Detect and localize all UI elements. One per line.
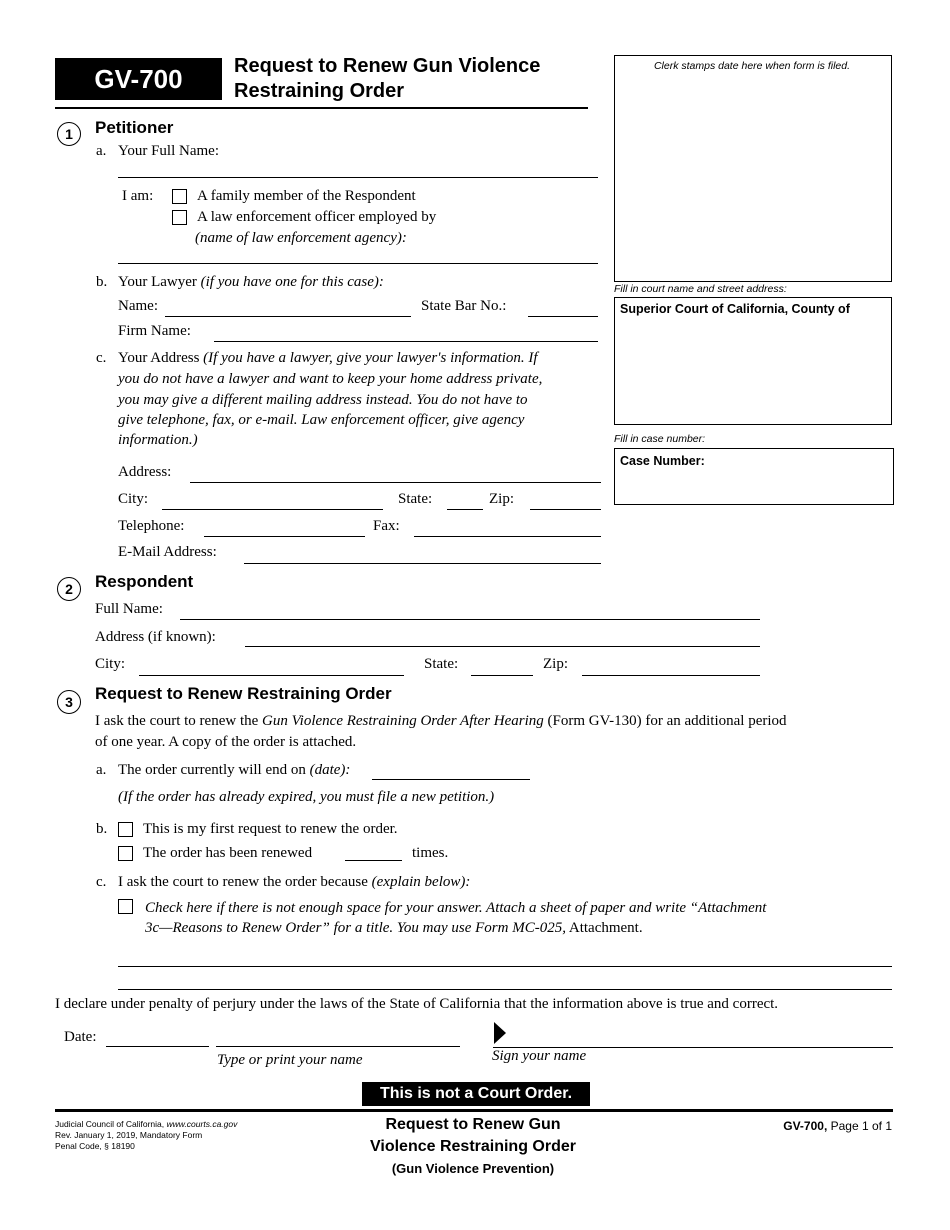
reason-hint: (explain below): [371, 874, 471, 890]
expired-note: (If the order has already expired, you must file a new petition.) [118, 789, 495, 805]
sign-here-arrow-icon [494, 1022, 506, 1044]
state-field[interactable] [447, 509, 483, 510]
law-enforcement-label: A law enforcement officer employed by [197, 209, 437, 225]
respondent-address-field[interactable] [245, 646, 760, 647]
end-date-field[interactable] [372, 779, 530, 780]
address-hint-line: you do not have a lawyer and want to keep your home address private, [118, 371, 543, 387]
reason-label [118, 873, 470, 891]
address-instructions [118, 349, 538, 367]
clerk-stamp-box [614, 55, 892, 282]
case-hint: Fill in case number: [614, 433, 706, 445]
not-court-order-notice: This is not a Court Order. [362, 1082, 590, 1106]
agency-label: (name of law enforcement agency): [195, 230, 407, 246]
times-label: times. [412, 845, 449, 861]
end-date-hint: (date): [309, 762, 351, 778]
intro-form-name: Gun Violence Restraining Order After Hearing [262, 713, 544, 729]
respondent-name-field[interactable] [180, 619, 760, 620]
footer-page [740, 1117, 892, 1135]
item-b-label: b. [96, 821, 108, 837]
court-name-label: Superior Court of California, County of [620, 302, 850, 316]
email-field[interactable] [244, 563, 601, 564]
reason-field-line-1[interactable] [118, 966, 892, 967]
renewed-label: The order has been renewed [143, 845, 313, 861]
date-label: Date: [64, 1029, 97, 1045]
lawyer-label [118, 273, 384, 291]
end-date-text: The order currently will end on [118, 762, 306, 778]
footer-subtitle: (Gun Violence Prevention) [391, 1161, 555, 1176]
footer-form-number: GV-700, [783, 1119, 828, 1133]
city-field[interactable] [162, 509, 383, 510]
title-line-2: Restraining Order [234, 80, 405, 102]
attachment-checkbox[interactable] [118, 899, 133, 914]
firm-name-label: Firm Name: [118, 323, 191, 339]
section-3-number: 3 [57, 690, 81, 714]
form-number-badge: GV-700 [55, 58, 222, 100]
item-a-label: a. [96, 762, 107, 778]
footer-text: Rev. January 1, 2019, Mandatory Form [55, 1130, 203, 1140]
footer-text: Penal Code, § 18190 [55, 1141, 135, 1151]
respondent-city-field[interactable] [139, 675, 404, 676]
respondent-address-label: Address (if known): [95, 629, 216, 645]
address-hint-line: you may give a different mailing address instead. You do not have to [118, 392, 528, 408]
address-hint-line: give telephone, fax, or e-mail. Law enforcement officer, give agency [118, 412, 525, 428]
lawyer-name-field[interactable] [165, 316, 411, 317]
firm-name-field[interactable] [214, 341, 598, 342]
lawyer-title: Your Lawyer [118, 274, 197, 290]
section-1-title: Petitioner [95, 118, 174, 137]
case-number-label: Case Number: [620, 454, 705, 468]
zip-field[interactable] [530, 509, 601, 510]
address-title: Your Address [118, 350, 200, 366]
respondent-state-label: State: [424, 656, 459, 672]
telephone-field[interactable] [204, 536, 365, 537]
sign-name-label: Sign your name [492, 1048, 587, 1064]
petitioner-name-field[interactable] [118, 177, 598, 178]
intro-text: (Form GV-130) for an additional period [543, 713, 787, 729]
footer-title-line: Violence Restraining Order [370, 1138, 576, 1155]
fax-label: Fax: [373, 518, 400, 534]
reason-field-line-2[interactable] [118, 989, 892, 990]
item-a-label: a. [96, 143, 107, 159]
respondent-zip-field[interactable] [582, 675, 760, 676]
state-label: State: [398, 491, 433, 507]
title-line-1: Request to Renew Gun Violence [234, 55, 541, 77]
family-member-checkbox[interactable] [172, 189, 187, 204]
section-2-title: Respondent [95, 572, 194, 591]
print-name-label: Type or print your name [217, 1052, 363, 1068]
intro-text-2: of one year. A copy of the order is attached. [95, 734, 357, 750]
lawyer-name-label: Name: [118, 298, 158, 314]
respondent-name-label: Full Name: [95, 601, 163, 617]
footer-left [55, 1119, 237, 1152]
form-title [234, 54, 540, 104]
i-am-label: I am: [122, 188, 154, 204]
footer-title [330, 1114, 616, 1180]
section-1-number: 1 [57, 122, 81, 146]
attachment-text: 3c—Reasons to Renew Order” for a title. You may use Form MC-025, [145, 920, 566, 936]
family-member-label: A family member of the Respondent [197, 188, 416, 204]
first-request-checkbox[interactable] [118, 822, 133, 837]
attachment-text: Attachment. [565, 920, 643, 936]
declaration-text: I declare under penalty of perjury under the laws of the State of California that the information above is true and correct. [55, 996, 779, 1012]
print-name-field[interactable] [216, 1046, 460, 1047]
section-3-title: Request to Renew Restraining Order [95, 684, 392, 703]
footer-title-line: Request to Renew Gun [385, 1116, 561, 1133]
email-label: E-Mail Address: [118, 544, 217, 560]
city-label: City: [118, 491, 149, 507]
item-c-label: c. [96, 350, 107, 366]
lawyer-hint: (if you have one for this case): [200, 274, 384, 290]
law-enforcement-checkbox[interactable] [172, 210, 187, 225]
telephone-label: Telephone: [118, 518, 185, 534]
attachment-text-2 [145, 919, 643, 937]
respondent-zip-label: Zip: [543, 656, 568, 672]
renewed-times-field[interactable] [345, 860, 402, 861]
courts-link[interactable]: www.courts.ca.gov [166, 1119, 238, 1129]
page-number: Page 1 of 1 [827, 1119, 892, 1133]
address-hint-line: information.) [118, 432, 198, 448]
item-c-label: c. [96, 874, 107, 890]
item-b-label: b. [96, 274, 108, 290]
footer-rule [55, 1109, 893, 1112]
zip-label: Zip: [489, 491, 514, 507]
header-rule [55, 107, 588, 109]
respondent-state-field[interactable] [471, 675, 533, 676]
agency-field[interactable] [118, 263, 598, 264]
respondent-city-label: City: [95, 656, 126, 672]
clerk-stamp-label: Clerk stamps date here when form is filed. [653, 60, 851, 72]
section-2-number: 2 [57, 577, 81, 601]
attachment-text: Check here if there is not enough space for your answer. Attach a sheet of paper and write “Attachment [145, 900, 767, 916]
first-request-label: This is my first request to renew the order. [143, 821, 398, 837]
address-field[interactable] [190, 482, 601, 483]
intro-text: I ask the court to renew the [95, 713, 263, 729]
petitioner-name-label: Your Full Name: [118, 143, 219, 159]
fax-field[interactable] [414, 536, 601, 537]
date-field[interactable] [106, 1046, 209, 1047]
address-hint-line: (If you have a lawyer, give your lawyer's information. If [203, 350, 538, 366]
footer-text: Judicial Council of California, [55, 1119, 167, 1129]
reason-text: I ask the court to renew the order because [118, 874, 368, 890]
court-hint: Fill in court name and street address: [614, 283, 787, 295]
state-bar-label: State Bar No.: [421, 298, 507, 314]
renew-intro [95, 712, 787, 730]
state-bar-field[interactable] [528, 316, 598, 317]
renewed-checkbox[interactable] [118, 846, 133, 861]
end-date-label [118, 761, 350, 779]
address-label: Address: [118, 464, 172, 480]
